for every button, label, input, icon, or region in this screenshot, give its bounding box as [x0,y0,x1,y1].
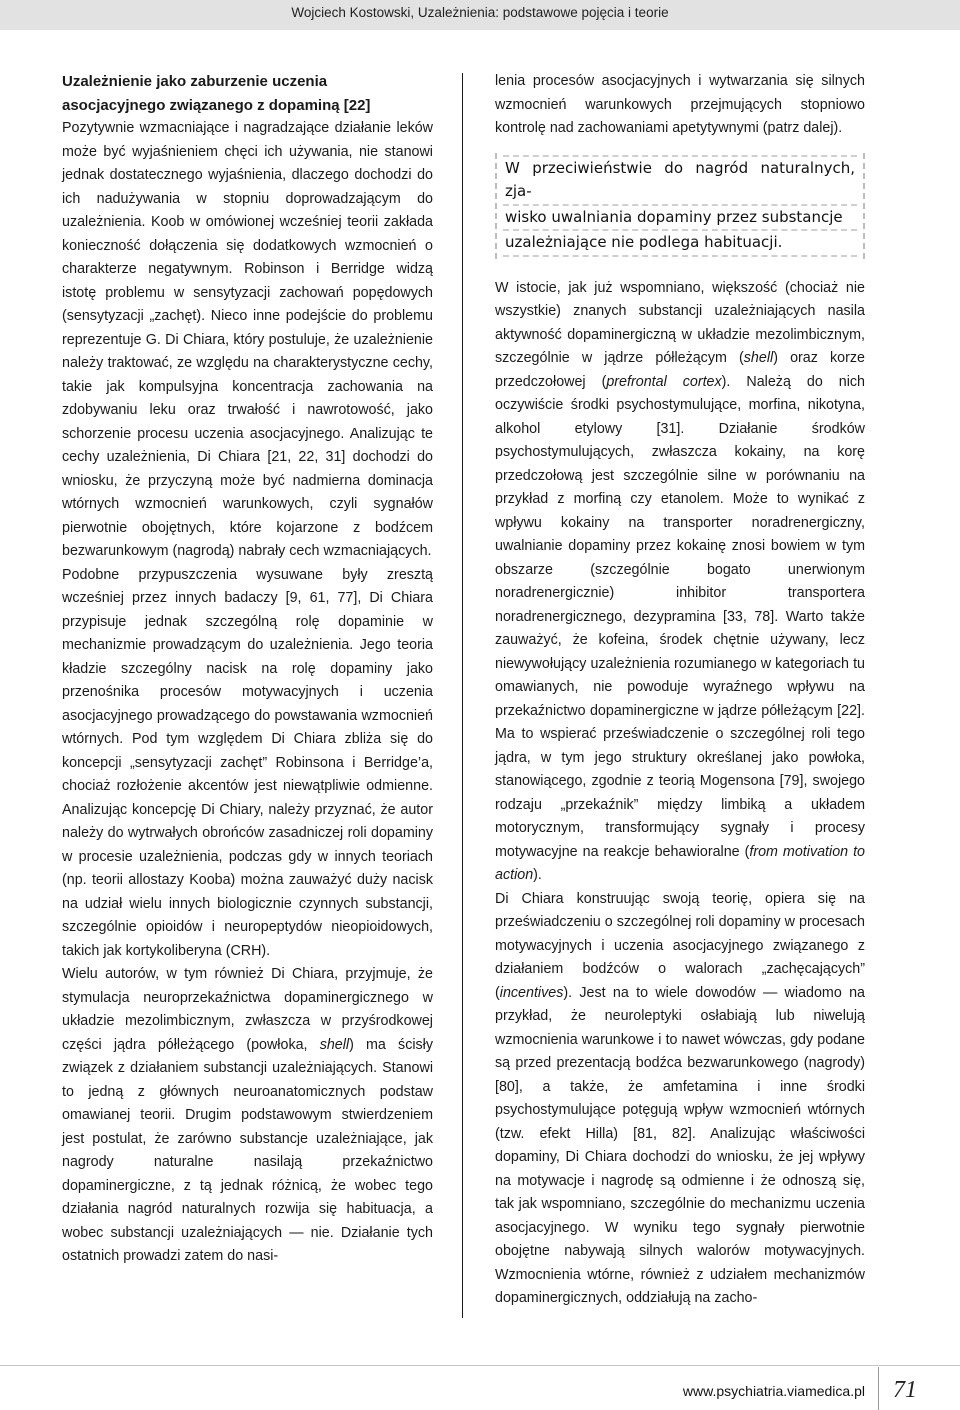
right-paragraph-1-text-d: ). [533,867,542,883]
left-paragraph-3-text-a: Wielu autorów, w tym również Di Chiara, przyjmuje, że stymulacja neuroprzekaźnictwa dopaminergicznego w układzie mezolimbicznym, zwłaszcza w przyśrodkowej części jądra półleżącego (powłoka, [62,966,433,1053]
highlight-line-3: uzależniające nie podlega habituacji. [503,231,857,257]
highlight-line-1: W przeciwieństwie do nagród naturalnych, zja- [503,155,857,206]
right-paragraph-1-emphasis-3: from motivation to action [495,843,865,883]
right-paragraph-1 [495,277,865,888]
footer-divider [878,1367,879,1410]
section-heading [62,70,433,117]
page-number: 71 [893,1377,917,1403]
highlight-line-2: wisko uwalniania dopaminy przez substancje [503,206,857,232]
left-column [62,70,433,1269]
right-paragraph-top: lenia procesów asocjacyjnych i wytwarzania się silnych wzmocnień warunkowych przejmujących stopniowo kontrolę nad zachowaniami apetytywnymi (patrz dalej). [495,73,865,136]
left-paragraph-1: Pozytywnie wzmacniające i nagradzające działanie leków może być wyjaśnieniem chęci ich używania, nie stanowi jednak dostatecznego wyjaśnienia, dlaczego dochodzi do ich nadużywania w stopniu doprowadzającym do uzależnienia. Koob w omówionej wcześniej teorii zakłada konieczność dołączenia się dodatkowych wzmocnień o charakterze negatywnym. Robinson i Berridge widzą istotę problemu w sensytyzacji zachowań popędowych (sensytyzacji „zachęt). Nieco inne podejście do problemu reprezentuje G. Di Chiara, który postuluje, że uzależnienie należy traktować, ze względu na charakterystyczne cechy, takie jak kompulsyjna koncentracja zachowania na zdobywaniu leku oraz trwałość i nawrotowość, jako schorzenie procesu uczenia asocjacyjnego. Analizując te cechy uzależnienia, Di Chiara [21, 22, 31] dochodzi do wniosku, że przyczyną może być nadmierna dominacja wtórnych wzmocnień warunkowych, czyli sygnałów pierwotnie obojętnych, które kojarzone z bodźcem bezwarunkowym (nagrodą) nabrały cech wzmacniających. [62,120,433,559]
highlight-box [495,153,865,259]
column-divider [462,73,463,1318]
left-paragraph-3 [62,963,433,1269]
right-paragraph-2-text-a: Di Chiara konstruując swoją teorię, opiera się na przeświadczeniu o szczególnej roli dopaminy w procesach motywacyjnych i uczenia asocjacyjnego związanego z działaniem bodźców o walorach „zachęcających” ( [495,890,865,1001]
footer-url[interactable]: www.psychiatria.viamedica.pl [682,1383,865,1399]
left-paragraph-2: Podobne przypuszczenia wysuwane były zresztą wcześniej przez innych badaczy [9, 61, 77], Di Chiara przypisuje jednak szczególną rolę dopaminie w mechanizmie prowadzącym do uzależnienia. Jego teoria kładzie szczególny nacisk na rolę dopaminy jako przenośnika procesów motywacyjnych i uczenia asocjacyjnego prowadzącego do powstawania wzmocnień wtórnych. Pod tym względem Di Chiara zbliża się do koncepcji „sensytyzacji zachęt” Robinsona i Berridge’a, chociaż rozłożenie akcentów jest niewątpliwie odmienne. Analizując koncepcję Di Chiary, należy przyznać, że autor należy do wytrwałych obrońców zasadniczej roli dopaminy w procesie uzależnienia, podczas gdy w innych teoriach (np. teorii allostazy Kooba) można zauważyć duży nacisk na udział wielu innych biologicznie czynnych substancji, szczególnie opioidów i neuropeptydów nieopioidowych, takich jak kortykoliberyna (CRH). [62,566,433,959]
right-paragraph-2 [495,888,865,1311]
left-paragraph-3-text-b: ) ma ścisły związek z działaniem substancji uzależniających. Stanowi to jedną z głównych neuroanatomicznych podstaw omawianej teorii. Drugim podstawowym stwierdzeniem jest postulat, że zarówno substancje uzależniające, jak nagrody naturalne nasilają przekaźnictwo dopaminergiczne, z tą jednak różnicą, że wobec tego działania nagród naturalnych rozwija się habituacja, a wobec substancji uzależniających — nie. Działanie tych ostatnich prowadzi zatem do nasi- [62,1036,433,1264]
right-paragraph-2-emphasis: incentives [499,984,564,1001]
right-paragraph-1-text-b: ) oraz korze przedczołowej ( [495,350,865,390]
section-heading-line-2: asocjacyjnego związanego z dopaminą [22] [62,96,371,114]
right-paragraph-1-text-a: W istocie, jak już wspomniano, większość (chociaż nie wszystkie) znanych substancji uzależniających nasila aktywność dopaminergiczną w układzie mezolimbicznym, szczególnie w jądrze półleżącym ( [495,279,865,366]
section-heading-line-1: Uzależnienie jako zaburzenie uczenia [62,73,328,90]
left-paragraph-3-emphasis: shell [319,1036,350,1053]
right-paragraph-1-emphasis-1: shell [743,350,774,366]
running-header [0,0,960,30]
footer-rule [0,1365,960,1366]
right-paragraph-1-text-c: ). Należą do nich oczywiście środki psychostymulujące, morfina, nikotyna, alkohol etylowy [31]. Działanie środków psychostymulujących, zwłaszcza kokainy, na korę przedczołową jest szczególnie silne w porównaniu na przykład z morfiną czy etanolem. Może to wynikać z wpływu kokainy na transporter noradrenergiczny, uwalnianie dopaminy przez kokainę znosi bowiem w tym obszarze (szczególnie bogato unerwionym noradrenergicznie) inhibitor transportera noradrenergicznego, dezypramina [33, 78]. Warto także zauważyć, że kofeina, środek chętnie używany, lecz niewywołujący uzależnienia rozumianego w kategoriach tu omawianych, nie powoduje wyraźnego wpływu na przekaźnictwo dopaminergiczne w jądrze półleżącym [22]. Ma to wspierać przeświadczenie o szczególnej roli tego jądra, w tym jego struktury określanej jako powłoka, stanowiącego, zgodnie z teorią Mogensona [79], swojego rodzaju „przekaźnik” między limbiką a układem motorycznym, transformujący sygnały i procesy motywacyjne na reakcje behawioralne ( [495,373,865,860]
right-paragraph-1-emphasis-2: prefrontal cortex [606,373,722,390]
right-paragraph-2-text-b: ). Jest na to wiele dowodów — wiadomo na przykład, że neuroleptyki osłabiają lub niwelują wzmocnienia warunkowe i to nawet wówczas, gdy podane są przed prezentacją bodźca bezwarunkowego (nagrody) [80], a także, że amfetamina i inne środki psychostymulujące potęgują wpływ wzmocnień wtórnych (tzw. efekt Hilla) [81, 82]. Analizując właściwości dopaminy, Di Chiara dochodzi do wniosku, że jej wpływy na motywacje i nagrodę są odmienne i że odnoszą się, tak jak wspomniano, szczególnie do mechanizmu uczenia asocjacyjnego. W wyniku tego sygnały pierwotnie obojętne nabywają silnych walorów motywacyjnych. Wzmocnienia wtórne, również z udziałem mechanizmów dopaminergicznych, oddziałują na zacho- [495,984,865,1306]
right-column [495,70,865,1311]
running-title: Wojciech Kostowski, Uzależnienia: podstawowe pojęcia i teorie [291,5,669,20]
